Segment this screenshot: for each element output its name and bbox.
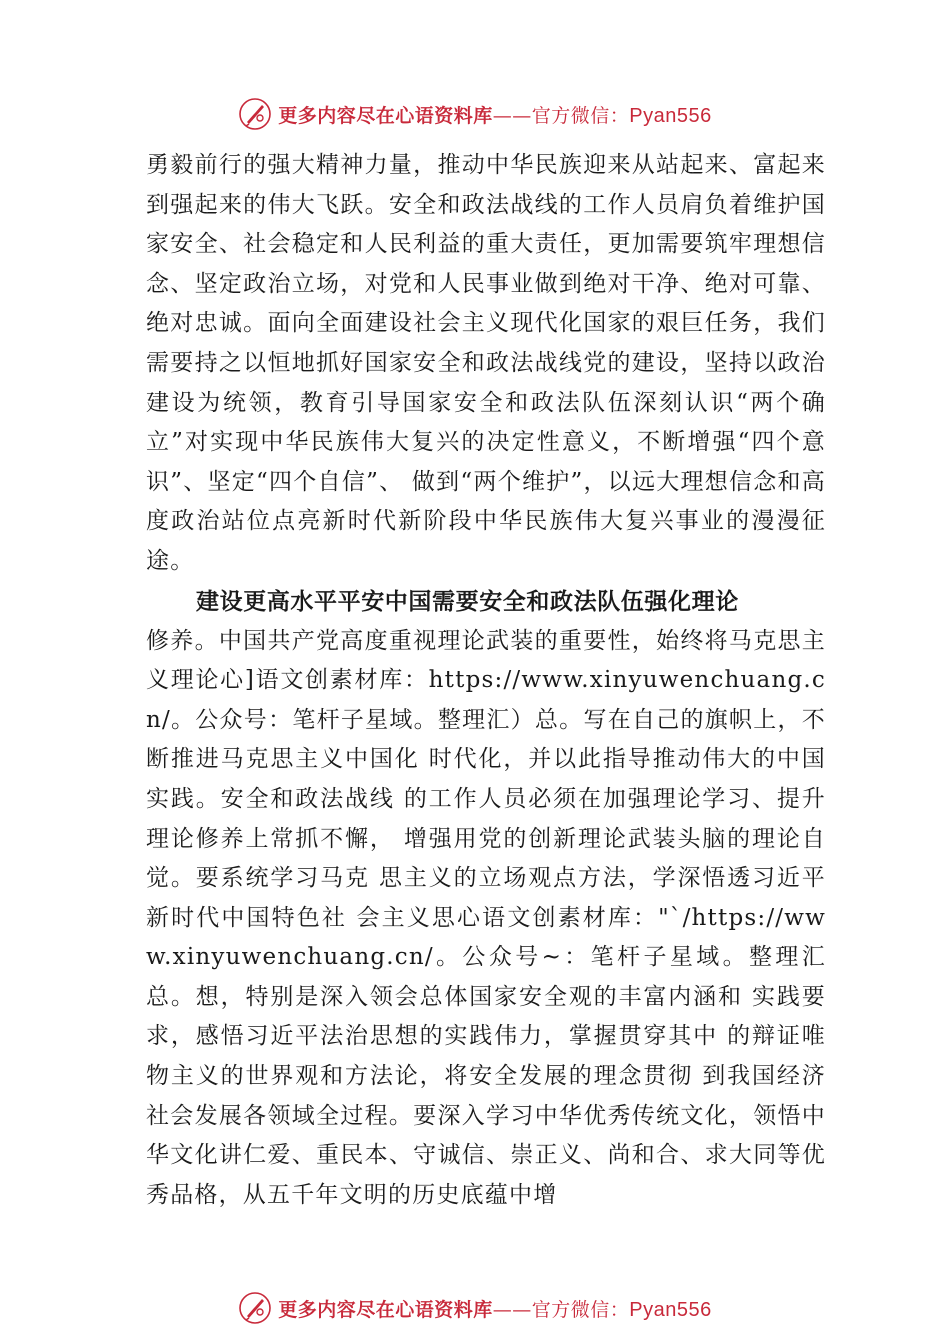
footer-wechat-id: Pyan556 [629,1298,712,1321]
header-banner [0,92,950,136]
header-brand: 更多内容尽在心语资料库 [278,104,493,127]
footer-official-label: 官方微信： [531,1298,630,1321]
paragraph-1: 勇毅前行的强大精神力量，推动中华民族迎来从站起来、富起来到强起来的伟大飞跃。安全和政法战线的工作人员肩负着维护国家安全、社会稳定和人民利益的重大责任，更加需要筑牢理想信念、坚定政治立场，对党和人民事业做到绝对干净、绝对可靠、绝对忠诚。面向全面建设社会主义现代化国家的艰巨任务，我们需要持之以恒地抓好国家安全和政法战线党的建设，坚持以政治建设为统领，教育引导国家安全和政法队伍深刻认识“两个确立”对实现中华民族伟大复兴的决定性意义，不断增强“四个意识”、坚定“四个自信”、 做到“两个维护”，以远大理想信念和高度政治站位点亮新时代新阶段中华民族伟大复兴事业的漫漫征途。 [146,152,826,574]
header-wechat-id: Pyan556 [629,104,712,127]
header-dash: —— [492,104,532,127]
header-official-label: 官方微信： [531,104,630,127]
quill-logo-icon [238,1291,272,1325]
footer-banner-text [278,1295,712,1322]
section-heading: 建设更高水平平安中国需要安全和政法队伍强化理论 [196,588,739,615]
footer-banner [0,1286,950,1330]
header-banner-text [278,101,712,128]
document-body [146,146,826,1215]
quill-logo-icon [238,97,272,131]
footer-dash: —— [492,1298,532,1321]
paragraph-2: 修养。中国共产党高度重视理论武装的重要性，始终将马克思主义理论心]语文创素材库：https://www.xinyuwenchuang.cn/。公众号：笔杆子星域。整理汇）总。写在自己的旗帜上，不断推进马克思主义中国化 时代化，并以此指导推动伟大的中国实践。安全和政法战线 的工作人员必须在加强理论学习、提升理论修养上常抓不懈， 增强用党的创新理论武装头脑的理论自觉。要系统学习马克 思主义的立场观点方法，学深悟透习近平新时代中国特色社 会主义思心语文创素材库："`/https://www.xinyuwenchuang.cn/。公众号~：笔杆子星域。整理汇总。想，特别是深入领会总体国家安全观的丰富内涵和 实践要求，感悟习近平法治思想的实践伟力，掌握贯穿其中 的辩证唯物主义的世界观和方法论，将安全发展的理念贯彻 到我国经济社会发展各领域全过程。要深入学习中华优秀传统文化，领悟中华文化讲仁爱、重民本、守诚信、崇正义、尚和合、求大同等优秀品格，从五千年文明的历史底蕴中增 [146,627,826,1208]
footer-brand: 更多内容尽在心语资料库 [278,1298,493,1321]
